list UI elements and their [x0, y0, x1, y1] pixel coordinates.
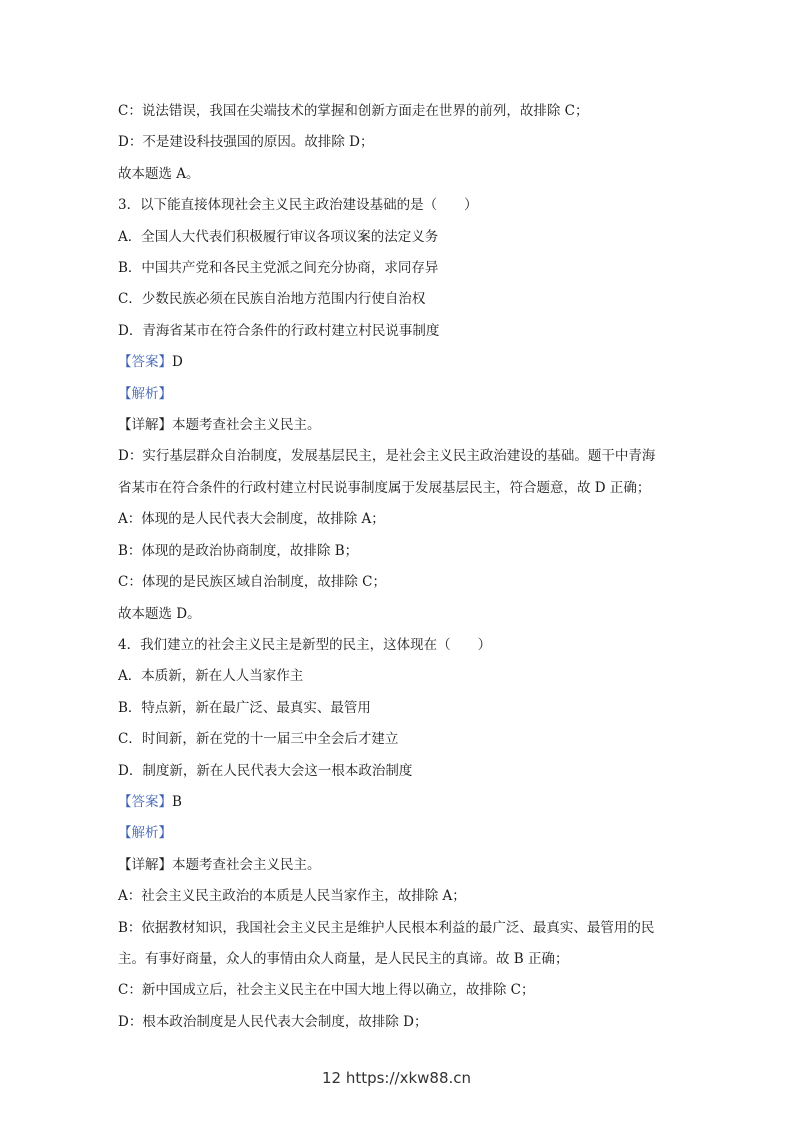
- option-b: B．特点新，新在最广泛、最真实、最管用: [118, 699, 371, 716]
- conclusion-line: 故本题选 D。: [118, 605, 201, 622]
- question-3: 3．以下能直接体现社会主义民主政治建设基础的是（ ）: [118, 197, 478, 214]
- analysis-line: [118, 379, 678, 410]
- option-d: D．制度新，新在人民代表大会这一根本政治制度: [118, 762, 413, 779]
- explanation-line: D：根本政治制度是人民代表大会制度，故排除 D；: [118, 1013, 428, 1030]
- answer-value: B: [172, 793, 182, 810]
- explanation-line: 主。有事好商量，众人的事情由众人商量，是人民民主的真谛。故 B 正确；: [118, 950, 569, 967]
- detail-line: [118, 850, 678, 881]
- text-line: D：不是建设科技强国的原因。故排除 D；: [118, 134, 374, 151]
- explanation-line: C：体现的是民族区域自治制度，故排除 C；: [118, 574, 386, 591]
- document-body: [118, 96, 678, 1038]
- text-line: 故本题选 A。: [118, 165, 200, 182]
- explanation-line: D：实行基层群众自治制度，发展基层民主，是社会主义民主政治建设的基础。题干中青海: [118, 448, 656, 465]
- detail-text: 本题考查社会主义民主。: [172, 417, 321, 434]
- analysis-line: [118, 818, 678, 849]
- answer-value: D: [172, 354, 183, 371]
- option-a: A．本质新，新在人人当家作主: [118, 668, 304, 685]
- answer-line: [118, 787, 678, 818]
- explanation-line: A：社会主义民主政治的本质是人民当家作主，故排除 A；: [118, 888, 466, 905]
- option-d: D．青海省某市在符合条件的行政村建立村民说事制度: [118, 322, 440, 339]
- explanation-line: B：依据教材知识，我国社会主义民主是维护人民根本利益的最广泛、最真实、最管用的民: [118, 919, 655, 936]
- explanation-line: A：体现的是人民代表大会制度，故排除 A；: [118, 511, 385, 528]
- page-footer: 12 https://xkw88.cn: [321, 1069, 472, 1087]
- answer-tag: 【答案】: [118, 793, 172, 810]
- explanation-line: C：新中国成立后，社会主义民主在中国大地上得以确立，故排除 C；: [118, 982, 535, 999]
- question-4: 4．我们建立的社会主义民主是新型的民主，这体现在（ ）: [118, 636, 492, 653]
- explanation-line: B：体现的是政治协商制度，故排除 B；: [118, 542, 359, 559]
- answer-tag: 【答案】: [118, 354, 172, 371]
- text-line: C：说法错误，我国在尖端技术的掌握和创新方面走在世界的前列，故排除 C；: [118, 103, 589, 119]
- detail-text: 本题考查社会主义民主。: [172, 856, 321, 873]
- analysis-tag: 【解析】: [118, 385, 172, 402]
- analysis-tag: 【解析】: [118, 825, 172, 842]
- answer-line: [118, 347, 678, 378]
- detail-tag: 【详解】: [118, 856, 172, 873]
- explanation-line: 省某市在符合条件的行政村建立村民说事制度属于发展基层民主，符合题意，故 D 正确；: [118, 479, 651, 496]
- option-a: A．全国人大代表们积极履行审议各项议案的法定义务: [118, 228, 439, 245]
- option-c: C．少数民族必须在民族自治地方范围内行使自治权: [118, 291, 426, 308]
- detail-line: [118, 410, 678, 441]
- option-c: C．时间新，新在党的十一届三中全会后才建立: [118, 731, 399, 748]
- option-b: B．中国共产党和各民主党派之间充分协商，求同存异: [118, 260, 439, 277]
- detail-tag: 【详解】: [118, 417, 172, 434]
